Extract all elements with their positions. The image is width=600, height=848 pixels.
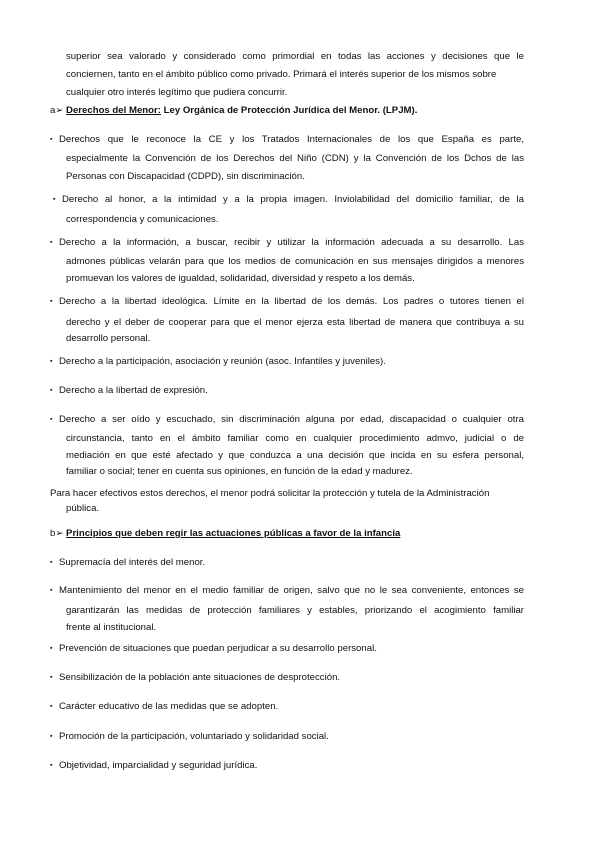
section-a-item-7-line-4: familiar o social; tener en cuenta sus opiniones, en función de la edad y madurez. bbox=[66, 466, 413, 477]
section-b-item-4: ▪ Sensibilización de la población ante situaciones de desprotección. bbox=[50, 669, 340, 687]
section-a-item-7-line-3: mediación en que esté afectado y que conduzca a una decisión que incida en su esfera personal, bbox=[66, 450, 524, 461]
section-b-item-3: ▪ Prevención de situaciones que puedan perjudicar a su desarrollo personal. bbox=[50, 640, 377, 658]
section-a-item-3-line-3: promuevan los valores de igualdad, solidaridad, diversidad y respeto a los demás. bbox=[66, 273, 415, 284]
section-a-closing-line-1: Para hacer efectivos estos derechos, el menor podrá solicitar la protección y tutela de la Administración bbox=[50, 488, 490, 499]
section-a-item-6: ▪ Derecho a la libertad de expresión. bbox=[50, 382, 208, 400]
section-a-item-1-line-2: especialmente la Convención de los Derechos del Niño (CDN) y la Convención de los Dchos de las bbox=[66, 153, 524, 164]
section-a-item-7-line-1: ▪ Derecho a ser oído y escuchado, sin discriminación alguna por edad, discapacidad o cualquier otra bbox=[50, 411, 524, 429]
section-a-item-5: ▪ Derecho a la participación, asociación y reunión (asoc. Infantiles y juveniles). bbox=[50, 353, 386, 371]
section-a-item-1-line-3: Personas con Discapacidad (CDPD), sin discriminación. bbox=[66, 171, 305, 182]
intro-line-2: conciernen, tanto en el ámbito público como privado. Primará el interés superior de los mismos sobre bbox=[66, 69, 497, 80]
section-a-item-3-line-2: admones públicas velarán para que los medios de comunicación en sus mensajes dirigidos a menores bbox=[66, 256, 524, 267]
section-a-item-2-line-1: ▪ Derecho al honor, a la intimidad y a la propia imagen. Inviolabilidad del domicilio familiar, de la bbox=[53, 191, 524, 209]
section-b-item-2-line-1: ▪ Mantenimiento del menor en el medio familiar de origen, salvo que no le sea conveniente, entonces se bbox=[50, 582, 524, 600]
section-b-item-7: ▪ Objetividad, imparcialidad y seguridad jurídica. bbox=[50, 757, 257, 775]
section-a-closing-line-2: pública. bbox=[66, 503, 100, 514]
section-a-marker: a➢ bbox=[50, 105, 64, 116]
section-a-item-7-line-2: circunstancia, tanto en el ámbito familiar como en cualquier procedimiento admvo, judicial o de bbox=[66, 433, 524, 444]
section-b-item-6: ▪ Promoción de la participación, voluntariado y solidaridad social. bbox=[50, 728, 329, 746]
section-b-heading bbox=[50, 525, 400, 543]
section-b-item-1: ▪ Supremacía del interés del menor. bbox=[50, 554, 205, 572]
section-a-title-underlined: Derechos del Menor: bbox=[66, 105, 161, 116]
section-a-item-4-line-1: ▪ Derecho a la libertad ideológica. Límite en la libertad de los demás. Los padres o tutores tienen el bbox=[50, 293, 524, 311]
section-a-item-4-line-3: desarrollo personal. bbox=[66, 333, 151, 344]
section-a-item-2-line-2: correspondencia y comunicaciones. bbox=[66, 214, 219, 225]
section-a-item-4-line-2: derecho y el deber de cooperar para que el menor ejerza esta libertad de manera que contribuya a su bbox=[66, 317, 524, 328]
intro-line-3: cualquier otro interés legítimo que pudiera concurrir. bbox=[66, 87, 288, 98]
section-b-item-2-line-2: garantizarán las medidas de protección familiares y estables, priorizando el acogimiento familiar bbox=[66, 605, 524, 616]
section-b-marker: b➢ bbox=[50, 528, 64, 539]
intro-line-1: superior sea valorado y considerado como primordial en todas las acciones y decisiones que le bbox=[66, 51, 524, 62]
section-a-item-3-line-1: ▪ Derecho a la información, a buscar, recibir y utilizar la información adecuada a su desarrollo. Las bbox=[50, 234, 524, 252]
section-b-item-5: ▪ Carácter educativo de las medidas que se adopten. bbox=[50, 698, 278, 716]
section-b-item-2-line-3: frente al institucional. bbox=[66, 622, 157, 633]
section-a-title-rest: Ley Orgánica de Protección Jurídica del Menor. (LPJM). bbox=[160, 105, 418, 116]
section-a-item-1-line-1: ▪ Derechos que le reconoce la CE y los Tratados Internacionales de los que España es parte, bbox=[50, 131, 524, 149]
section-b-title: Principios que deben regir las actuaciones públicas a favor de la infancia bbox=[66, 528, 401, 539]
section-a-heading bbox=[50, 102, 417, 120]
